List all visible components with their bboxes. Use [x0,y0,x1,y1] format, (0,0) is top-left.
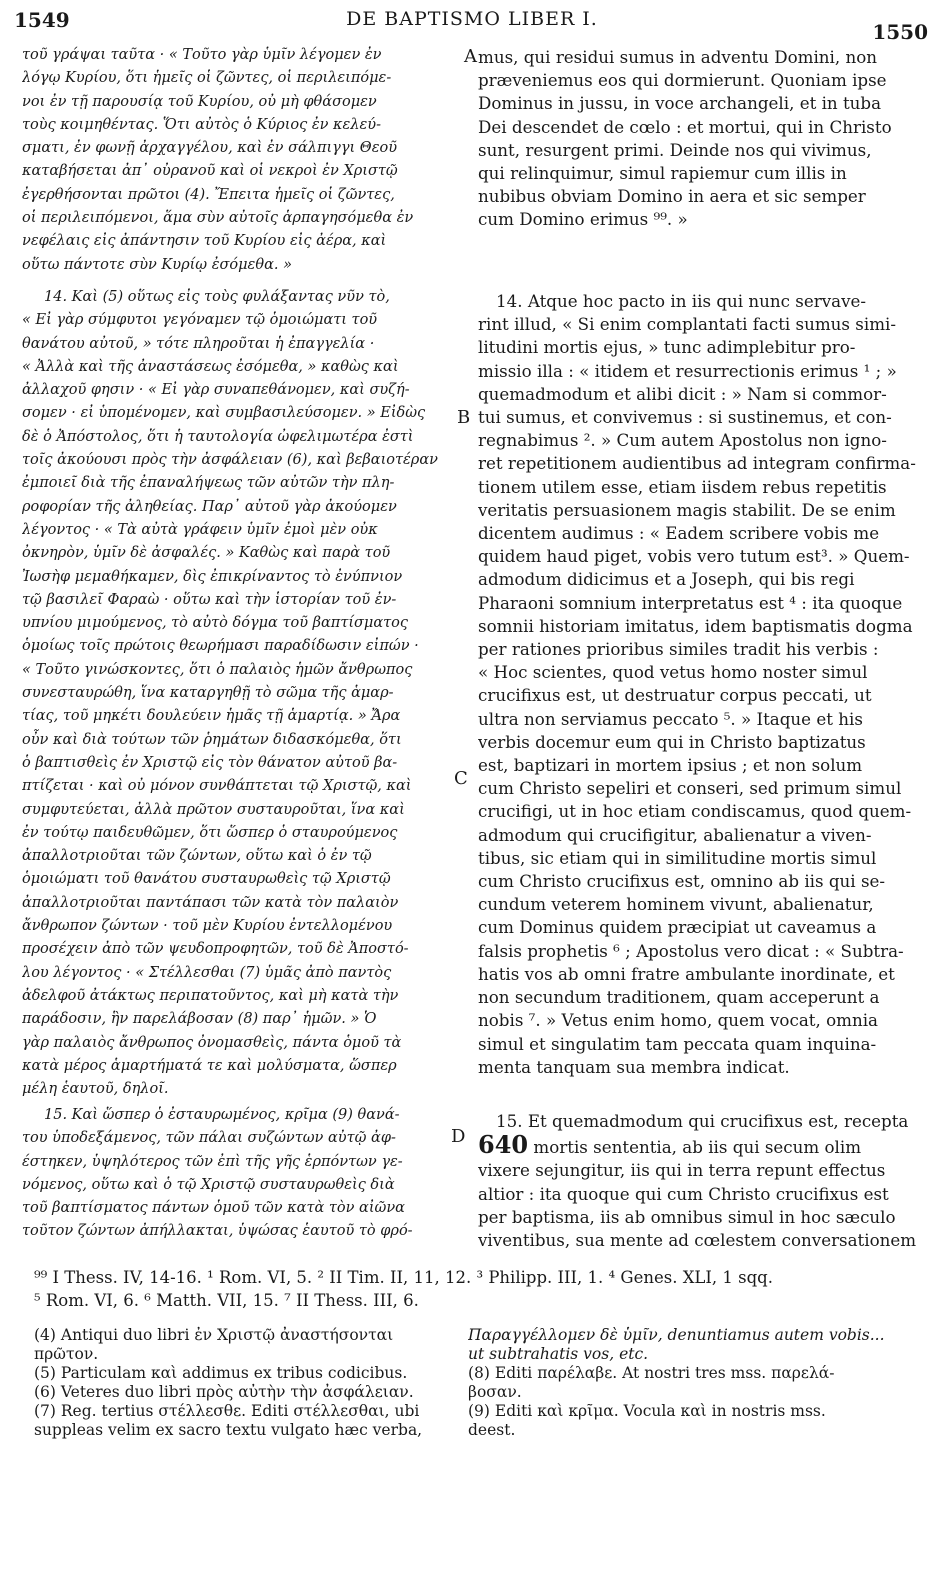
text-line: του ὑποδεξάμενος, τῶν πάλαι συζώντων αὐτῷ ἀφ- [22,1130,396,1147]
text-line: δὲ ὁ Ἀπόστολος, ὅτι ἡ ταυτολογία ὠφελιμωτέρα ἐστὶ [22,428,414,445]
text-line: προσέχειν ἀπὸ τῶν ψευδοπροφητῶν, τοῦ δὲ Ἀποστό- [22,941,409,958]
text-line: rint illud, « Si enim complantati facti sumus simi- [478,314,897,335]
text-line: νόμενος, οὕτω καὶ ὁ τῷ Χριστῷ συσταυρωθεὶς διὰ [22,1176,395,1193]
text-line: ἄνθρωπον ζώντων · τοῦ μὲν Κυρίου ἐντελλομένου [22,918,393,935]
margin-letter-d: D [451,1126,466,1147]
text-line: vixere sejungitur, iis qui in terra repunt effectus [478,1160,886,1181]
text-line: γὰρ παλαιὸς ἄνθρωπος ὀνομασθεὶς, πάντα ὁμοῦ τὰ [22,1034,402,1051]
text-line: « Τοῦτο γινώσκοντες, ὅτι ὁ παλαιὸς ἡμῶν ἄνθρωπος [22,661,413,678]
text-line: ροφορίαν τῆς ἀληθείας. Παρ᾽ αὐτοῦ γὰρ ἀκούομεν [22,498,397,515]
text-line: σματι, ἐν φωνῇ ἀρχαγγέλου, καὶ ἐν σάλπιγγι Θεοῦ [22,140,398,157]
note-line: (6) Veteres duo libri πρὸς αὐτὴν τὴν ἀσφάλειαν. [34,1383,414,1401]
text-line: 14. Atque hoc pacto in iis qui nunc servave- [496,291,867,311]
critical-notes-left [34,1326,454,1440]
text-line: τίας, τοῦ μηκέτι δουλεύειν ἡμᾶς τῇ ἁμαρτίᾳ. » Ἄρα [22,708,401,725]
text-line: « Hoc scientes, quod vetus homo noster simul [478,662,868,683]
text-line: quidem haud piget, vobis vero tutum est³. » Quem- [478,546,910,567]
text-line: Pharaoni somnium interpretatus est ⁴ : ita quoque [478,592,903,613]
text-line: cundum veterem hominem vivunt, abalienatur, [478,894,874,915]
text-line: « Εἰ γὰρ σύμφυτοι γεγόναμεν τῷ ὁμοιώματι τοῦ [22,312,378,329]
text-line: Dominus in jussu, in voce archangeli, et in tuba [478,93,882,114]
greek-text-block-2 [22,286,460,1101]
text-line: μέλη ἑαυτοῦ, δηλοῖ. [22,1081,169,1098]
text-line: νοι ἐν τῇ παρουσίᾳ τοῦ Κυρίου, οὐ μὴ φθάσομεν [22,93,377,110]
text-line: per rationes prioribus similes tradit his verbis : [478,639,879,660]
scripture-references [34,1266,924,1312]
text-line: 14. Καὶ (5) οὕτως εἰς τοὺς φυλάξαντας νῦν τὸ, [44,289,390,305]
text-line: ret repetitionem audientibus ad integram confirma- [478,453,916,474]
text-line: non secundum traditionem, quam acceperunt a [478,987,880,1008]
text-line: crucifixus est, ut destruatur corpus peccati, ut [478,685,872,706]
greek-text-block-1 [22,44,460,277]
text-line: παράδοσιν, ἣν παρελάβοσαν (8) παρ᾽ ἡμῶν. » Ὁ [22,1011,377,1028]
text-line: sunt, resurgent primi. Deinde nos qui vivimus, [478,139,872,160]
text-line: πτίζεται · καὶ οὐ μόνον συνθάπτεται τῷ Χριστῷ, καὶ [22,778,412,795]
text-line: menta tanquam sua membra indicat. [478,1056,790,1077]
note-line: deest. [468,1421,516,1439]
margin-letter-c: C [454,768,468,789]
running-header [0,8,944,44]
text-line: οἱ περιλειπόμενοι, ἅμα σὺν αὐτοῖς ἁρπαγησόμεθα ἐν [22,210,414,227]
inline-page-number: 640 [478,1133,529,1160]
text-line: καταβήσεται ἀπ᾽ οὐρανοῦ καὶ οἱ νεκροὶ ἐν Χριστῷ [22,163,398,180]
text-line: præveniemus eos qui dormierunt. Quoniam ipse [478,70,887,91]
text-line: somnii historiam imitatus, idem baptismatis dogma [478,615,913,636]
text-line: missio illa : « itidem et resurrectionis erimus ¹ ; » [478,360,897,381]
text-line: ὁμοίως τοῖς πρώτοις θεωρήμασι παραδίδωσιν εἰπών · [22,638,419,655]
note-line: πρῶτον. [34,1345,99,1363]
note-line: βοσαν. [468,1383,522,1401]
text-line: est, baptizari in mortem ipsius ; et non solum [478,755,863,776]
text-line: regnabimus ². » Cum autem Apostolus non igno- [478,430,887,451]
text-line: Ἰωσὴφ μεμαθήκαμεν, δὶς ἐπικρίναντος τὸ ἐνύπνιον [22,568,403,585]
text-line: qui relinquimur, simul rapiemur cum illis in [478,163,847,184]
text-line: τῷ βασιλεῖ Φαραὼ · οὕτω καὶ τὴν ἱστορίαν τοῦ ἐν- [22,591,397,608]
note-line: Παραγγέλλομεν δὲ ὑμῖν, denuntiamus autem vobis... [468,1326,885,1344]
note-line: (8) Editi παρέλαβε. At nostri tres mss. παρελά- [468,1364,835,1382]
page-number-left: 1549 [14,8,70,32]
margin-letter-a: A [464,46,477,67]
text-line: cum Dominus quidem præcipiat ut caveamus a [478,917,877,938]
text-line: ultra non serviamus peccato ⁵. » Itaque et his [478,708,863,729]
text-line [478,1133,918,1159]
text-line: οὕτω πάντοτε σὺν Κυρίῳ ἐσόμεθα. » [22,256,292,273]
text-line: συνεσταυρώθη, ἵνα καταργηθῇ τὸ σῶμα τῆς ἁμαρ- [22,685,394,702]
running-title: DE BAPTISMO LIBER I. [346,8,598,30]
text-line: έστηκεν, ὑψηλότερος τῶν ἐπὶ τῆς γῆς ἑρπόντων γε- [22,1153,403,1170]
text-line: mus, qui residui sumus in adventu Domini, non [478,47,878,67]
text-line: ὁμοιώματι τοῦ θανάτου συσταυρωθεὶς τῷ Χριστῷ [22,871,391,888]
text-line: admodum didicimus et a Joseph, qui bis regi [478,569,855,590]
latin-text-block-2 [478,290,918,1079]
text-line: quemadmodum et alibi dicit : » Nam si commor- [478,383,887,404]
text-line: συμφυτεύεται, ἀλλὰ πρῶτον συσταυροῦται, ἵνα καὶ [22,801,405,818]
reference-line: ⁹⁹ I Thess. IV, 14-16. ¹ Rom. VI, 5. ² II Tim. II, 11, 12. ³ Philipp. III, 1. ⁴ Genes. XLI, 1 sqq. [34,1268,773,1287]
greek-text-block-3 [22,1104,460,1244]
latin-text-block-1 [478,46,918,232]
text-line: 15. Καὶ ὥσπερ ὁ ἐσταυρωμένος, κρῖμα (9) θανά- [44,1107,400,1123]
text-line: ἀδελφοῦ ἀτάκτως περιπατοῦντος, καὶ μὴ κατὰ τὴν [22,987,399,1004]
note-line: (5) Particulam καὶ addimus ex tribus codicibus. [34,1364,408,1382]
note-line: (4) Antiqui duo libri ἐν Χριστῷ ἀναστήσονται [34,1326,394,1344]
text-line: viventibus, sua mente ad cœlestem conversationem [478,1230,917,1251]
text-line: admodum qui crucifigitur, abalienatur a viven- [478,824,872,845]
text-line: ἀπαλλοτριοῦται τῶν ζώντων, οὕτω καὶ ὁ ἐν τῷ [22,848,372,865]
text-line: tionem utilem esse, etiam iisdem rebus repetitis [478,476,887,497]
text-line: tui sumus, et convivemus : si sustinemus, et con- [478,407,892,428]
text-line: falsis prophetis ⁶ ; Apostolus vero dicat : « Subtra- [478,940,904,961]
text-line: τοῦ βαπτίσματος πάντων ὁμοῦ τῶν κατὰ τὸν αἰῶνα [22,1200,405,1217]
text-line: altior : ita quoque qui cum Christo crucifixus est [478,1183,889,1204]
text-line: hatis vos ab omni fratre ambulante inordinate, et [478,963,895,984]
text-line: crucifigi, ut in hoc etiam condiscamus, quod quem- [478,801,912,822]
text-line: κατὰ μέρος ἁμαρτήματά τε καὶ μολύσματα, ὥσπερ [22,1057,397,1074]
text-line: ἐγερθήσονται πρῶτοι (4). Ἔπειτα ἡμεῖς οἱ ζῶντες, [22,186,395,203]
latin-text-block-3 [478,1110,918,1252]
text-line: cum Christo crucifixus est, omnino ab iis qui se- [478,871,886,892]
text-line: τοῦ γράψαι ταῦτα · « Τοῦτο γὰρ ὑμῖν λέγομεν ἐν [22,47,382,63]
note-line: ut subtrahatis vos, etc. [468,1345,649,1363]
text-line: λόγῳ Κυρίου, ὅτι ἡμεῖς οἱ ζῶντες, οἱ περιλειπόμε- [22,70,392,87]
text-line: τοῖς ἀκούουσι πρὸς τὴν ἀσφάλειαν (6), καὶ βεβαιοτέραν [22,452,438,469]
text-line: λου λέγοντος · « Στέλλεσθαι (7) ὑμᾶς ἀπὸ παντὸς [22,964,392,981]
text-line-rest: mortis sententia, ab iis qui secum olim [528,1137,862,1158]
text-line: τοῦτον ζώντων ἀπήλλακται, ὑψώσας ἑαυτοῦ τὸ φρό- [22,1223,413,1240]
text-line: veritatis persuasionem magis stabilit. De se enim [478,499,896,520]
text-line: τοὺς κοιμηθέντας. Ὅτι αὐτὸς ὁ Κύριος ἐν κελεύ- [22,116,382,133]
text-line: σομεν · εἰ ὑπομένομεν, καὶ συμβασιλεύσομεν. » Εἰδὼς [22,405,426,422]
text-line: ἐμποιεῖ διὰ τῆς ἐπαναλήψεως τῶν αὐτῶν τὴν πλη- [22,475,395,492]
text-line: cum Domino erimus ⁹⁹. » [478,209,688,230]
note-line: suppleas velim ex sacro textu vulgato hæc verba, [34,1421,423,1439]
text-line: litudini mortis ejus, » tunc adimplebitur pro- [478,337,856,358]
text-line: tibus, sic etiam qui in similitudine mortis simul [478,847,877,868]
critical-notes-right [468,1326,918,1440]
text-line: υπνίου μιμούμενος, τὸ αὐτὸ δόγμα τοῦ βαπτίσματος [22,615,409,632]
text-line: nobis ⁷. » Vetus enim homo, quem vocat, omnia [478,1010,878,1031]
reference-line: ⁵ Rom. VI, 6. ⁶ Matth. VII, 15. ⁷ II Thess. III, 6. [34,1291,419,1310]
page-number-right: 1550 [872,20,928,44]
text-line: θανάτου αὐτοῦ, » τότε πληροῦται ἡ ἐπαγγελία · [22,335,375,352]
text-line: ὁ βαπτισθεὶς ἐν Χριστῷ εἰς τὸν θάνατον αὐτοῦ βα- [22,754,398,771]
text-line: simul et singulatim tam peccata quam inquina- [478,1033,877,1054]
text-line: « Ἀλλὰ καὶ τῆς ἀναστάσεως ἐσόμεθα, » καθὼς καὶ [22,358,399,375]
text-line: ἀπαλλοτριοῦται παντάπασι τῶν κατὰ τὸν παλαιὸν [22,894,399,911]
text-line: οὖν καὶ διὰ τούτων τῶν ῥημάτων διδασκόμεθα, ὅτι [22,731,402,748]
text-line: Dei descendet de cœlo : et mortui, qui in Christo [478,116,892,137]
text-line: ἀλλαχοῦ φησιν · « Εἰ γὰρ συναπεθάνομεν, καὶ συζή- [22,382,410,399]
text-line: per baptisma, iis ab omnibus simul in hoc sæculo [478,1206,896,1227]
text-line: nubibus obviam Domino in aera et sic semper [478,186,866,207]
text-line: λέγοντος · « Τὰ αὐτὰ γράφειν ὑμῖν ἐμοὶ μὲν οὐκ [22,521,378,538]
text-line: 15. Et quemadmodum qui crucifixus est, recepta [496,1111,909,1131]
text-line: ἐν τούτῳ παιδευθῶμεν, ὅτι ὥσπερ ὁ σταυρούμενος [22,824,398,841]
text-line: ὀκνηρὸν, ὑμῖν δὲ ἀσφαλές. » Καθὼς καὶ παρὰ τοῦ [22,545,391,562]
margin-letter-b: B [457,407,471,428]
note-line: (9) Editi καὶ κρῖμα. Vocula καὶ in nostris mss. [468,1402,826,1420]
text-line: cum Christo sepeliri et conseri, sed primum simul [478,778,902,799]
text-line: verbis docemur eum qui in Christo baptizatus [478,731,866,752]
note-line: (7) Reg. tertius στέλλεσθε. Editi στέλλεσθαι, ubi [34,1402,420,1420]
text-line: dicentem audimus : « Eadem scribere vobis me [478,523,880,544]
text-line: νεφέλαις εἰς ἀπάντησιν τοῦ Κυρίου εἰς ἀέρα, καὶ [22,233,387,250]
